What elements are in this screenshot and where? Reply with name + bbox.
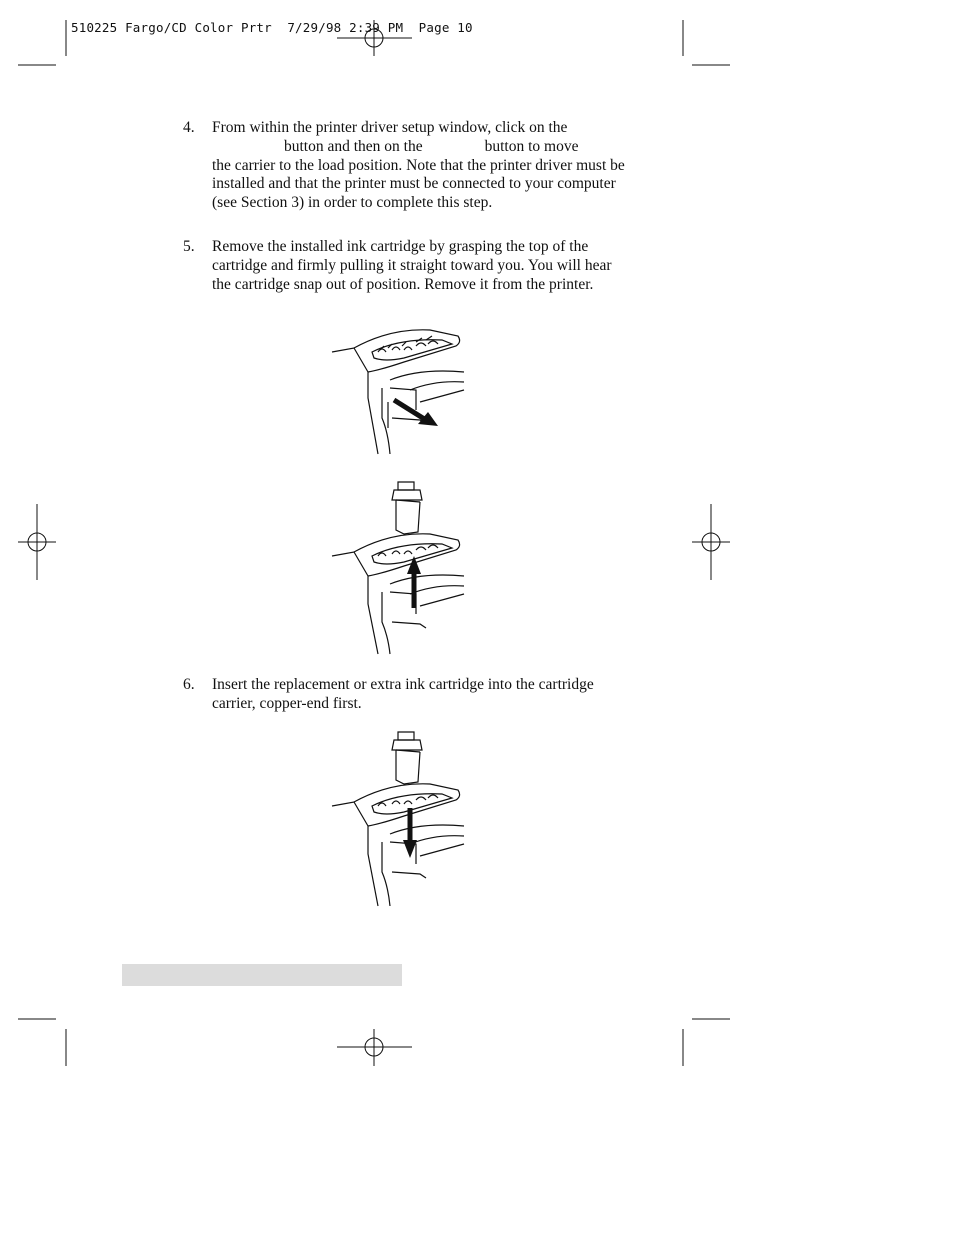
step-text-line [212,138,633,157]
registration-target-bottom [337,1029,412,1066]
illustration-remove-cartridge-pull [330,328,470,458]
step-text-fragment: button and then on the [284,137,423,155]
step-number: 4. [183,119,195,136]
registration-target-right [692,504,730,580]
footer-bar [122,964,402,986]
registration-target-left [18,504,56,580]
step-text-rest: the carrier to the load position. Note that the printer driver must be installed and that the printer must be connected to your computer (see Section 3) in order to complete this step. [212,156,625,212]
cartridge-icon [392,732,422,784]
step-number: 5. [183,238,195,255]
illustration-remove-cartridge-lift [330,480,470,656]
slug-line: 510225 Fargo/CD Color Prtr 7/29/98 2:39 PM Page 10 [71,20,473,35]
step-text-line: From within the printer driver setup window, click on the [212,119,568,136]
step-text [212,119,633,213]
arrow-up-icon [407,556,421,608]
step-number: 6. [183,676,195,693]
step-text-fragment: button to move [484,137,579,155]
illustration-insert-cartridge [330,730,470,908]
step-6 [183,676,633,714]
step-text: Insert the replacement or extra ink cartridge into the cartridge carrier, copper-end first. [212,676,594,712]
step-5 [183,238,633,294]
step-text: Remove the installed ink cartridge by grasping the top of the cartridge and firmly pulling it straight toward you. You will hear the cartridge snap out of position. Remove it from the printer. [212,238,612,293]
step-4 [183,119,633,213]
cartridge-icon [392,482,422,534]
